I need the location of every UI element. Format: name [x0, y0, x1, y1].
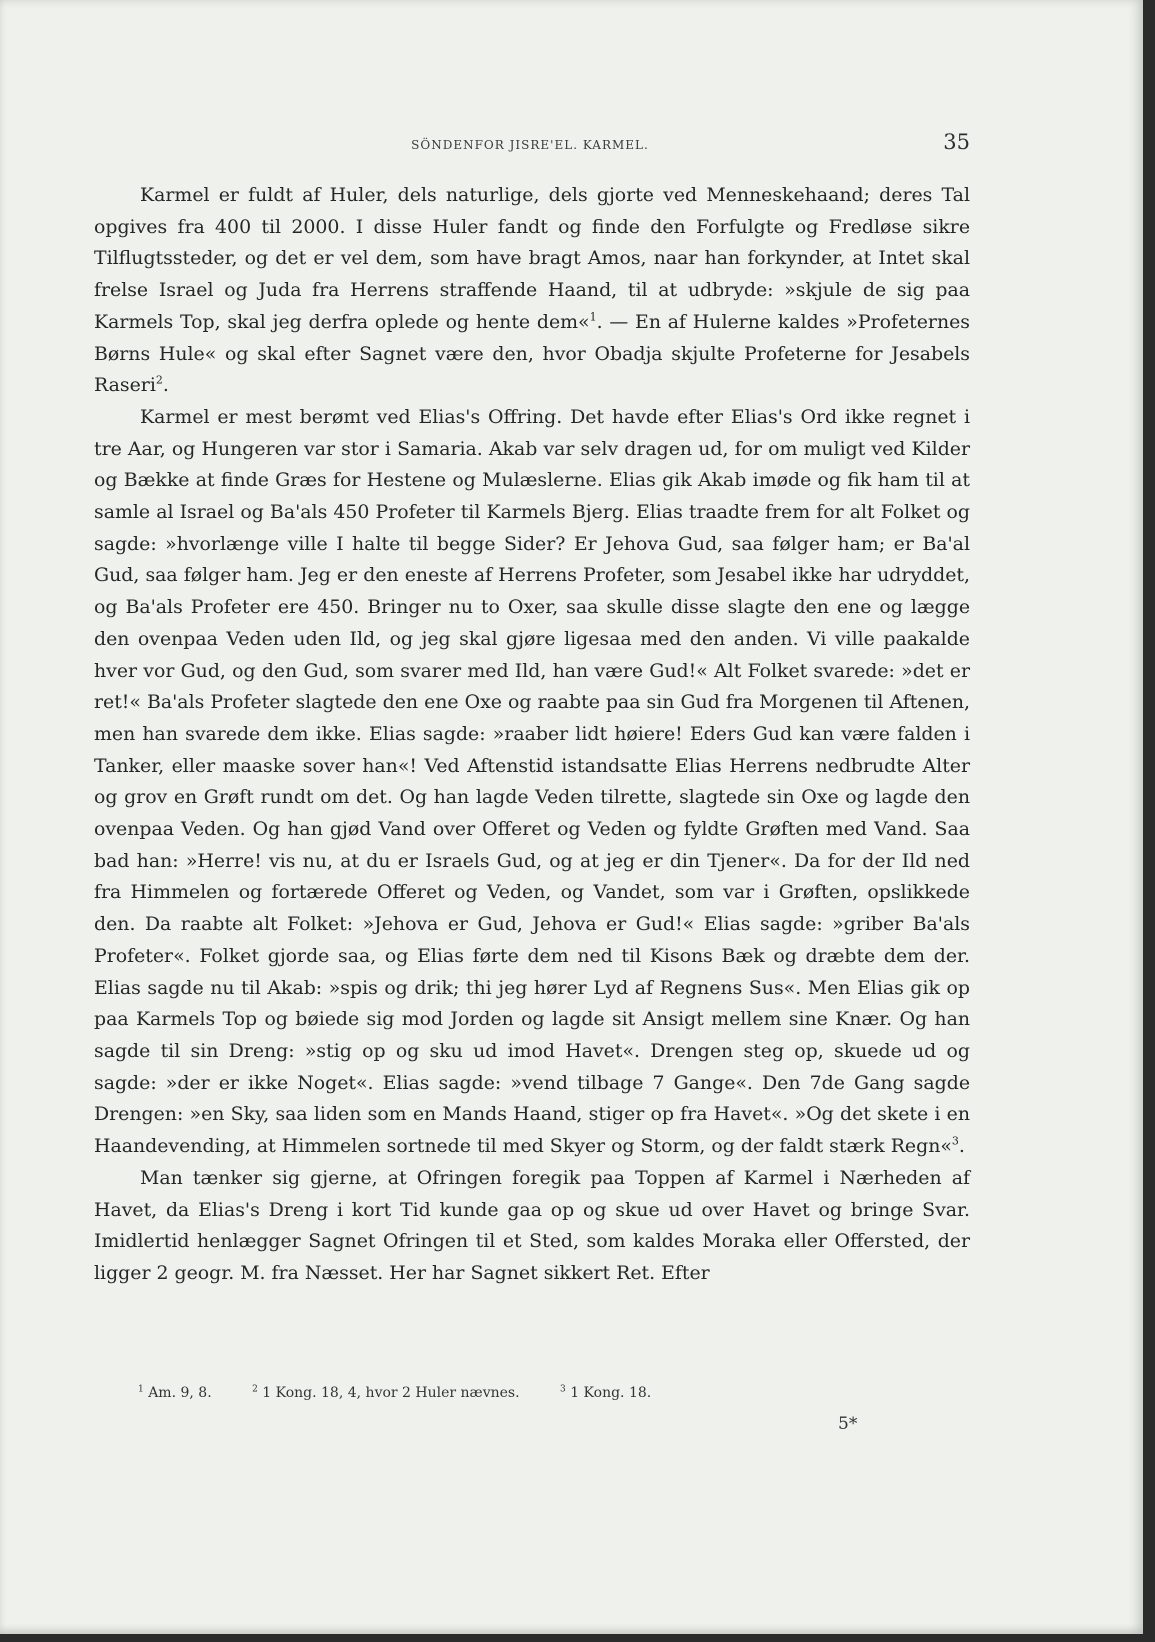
- footnote: [560, 1385, 651, 1401]
- body-text: [94, 180, 970, 1290]
- paragraph-text: . — En af Hulerne kaldes »Profeternes Børns Hule« og skal efter Sagnet være den, hvor Obadja skjulte Profeterne for Jesabels Raseri: [94, 310, 970, 397]
- paragraph: [94, 402, 970, 1163]
- paragraph: [94, 180, 970, 402]
- paragraph-text: .: [958, 1135, 965, 1158]
- paragraph-text: .: [162, 374, 169, 397]
- footnote: [138, 1385, 212, 1401]
- footnote-ref: 1: [589, 310, 597, 324]
- footnote-text: 1 Kong. 18, 4, hvor 2 Huler nævnes.: [262, 1384, 520, 1401]
- paragraph-text: Karmel er fuldt af Huler, dels naturlige, dels gjorte ved Menneskehaand; deres Tal opgives fra 400 til 2000. I disse Huler fandt og finde den Forfulgte og Fredløse sikre Tilflugtssteder, og det er vel dem, som have bragt Amos, naar han forkynder, at Intet skal frelse Israel og Juda fra Herrens straffende Haand, til at udbryde: »skjule de sig paa Karmels Top, skal jeg derfra oplede og hente dem«: [94, 184, 970, 333]
- footnote-mark: 1: [138, 1384, 144, 1394]
- footnote-ref: 2: [155, 373, 163, 387]
- footnote-mark: 2: [252, 1384, 258, 1394]
- signature-mark: 5*: [838, 1414, 858, 1434]
- page-number: 35: [943, 130, 970, 154]
- footnote-text: Am. 9, 8.: [148, 1384, 212, 1401]
- footnotes: [138, 1384, 918, 1401]
- paragraph-text: Karmel er mest berømt ved Elias's Offring. Det havde efter Elias's Ord ikke regnet i tre Aar, og Hungeren var stor i Samaria. Akab var selv dragen ud, for om muligt ved Kilder og Bække at finde Græs for Hestene og Mulæslerne. Elias gik Akab imøde og fik ham til at samle al Israel og Ba'als 450 Profeter til Karmels Bjerg. Elias traadte frem for alt Folket og sagde: »hvorlænge ville I halte til begge Sider? Er Jehova Gud, saa følger ham; er Ba'al Gud, saa følger ham. Jeg er den eneste af Herrens Profeter, som Jesabel ikke har udryddet, og Ba'als Profeter ere 450. Bringer nu to Oxer, saa skulle disse slagte den ene og lægge den ovenpaa Veden uden Ild, og jeg skal gjøre ligesaa med den anden. Vi ville paakalde hver vor Gud, og den Gud, som svarer med Ild, han være Gud!« Alt Folket svarede: »det er ret!« Ba'als Profeter slagtede den ene Oxe og raabte paa sin Gud fra Morgenen til Aftenen, men han svarede dem ikke. Elias sagde: »raaber lidt høiere! Eders Gud kan være falden i Tanker, eller maaske sover han«! Ved Aftenstid istandsatte Elias Herrens nedbrudte Alter og grov en Grøft rundt om det. Og han lagde Veden tilrette, slagtede sin Oxe og lagde den ovenpaa Veden. Og han gjød Vand over Offeret og Veden og fyldte Grøften med Vand. Saa bad han: »Herre! vis nu, at du er Israels Gud, og at jeg er din Tjener«. Da for der Ild ned fra Himmelen og fortærede Offeret og Veden, og Vandet, som var i Grøften, opslikkede den. Da raabte alt Folket: »Jehova er Gud, Jehova er Gud!« Elias sagde: »griber Ba'als Profeter«. Folket gjorde saa, og Elias førte dem ned til Kisons Bæk og dræbte dem der. Elias sagde nu til Akab: »spis og drik; thi jeg hører Lyd af Regnens Sus«. Men Elias gik op paa Karmels Top og bøiede sig mod Jorden og lagde sit Ansigt mellem sine Knær. Og han sagde til sin Dreng: »stig op og sku ud imod Havet«. Drengen steg op, skuede ud og sagde: »der er ikke Noget«. Elias sagde: »vend tilbage 7 Gange«. Den 7de Gang sagde Drengen: »en Sky, saa liden som en Mands Haand, stiger op fra Havet«. »Og det skete i en Haandevending, at Himmelen sortnede til med Skyer og Storm, og der faldt stærk Regn«: [94, 405, 970, 1158]
- footnote: [252, 1385, 519, 1401]
- footnote-mark: 3: [560, 1384, 566, 1394]
- paragraph: [94, 1163, 970, 1290]
- footnote-text: 1 Kong. 18.: [570, 1384, 652, 1401]
- running-head: SÖNDENFOR JISRE'EL. KARMEL.: [411, 138, 649, 152]
- page-header: [90, 130, 970, 170]
- footnote-ref: 3: [951, 1134, 959, 1148]
- paragraph-text: Man tænker sig gjerne, at Ofringen foregik paa Toppen af Karmel i Nærheden af Havet, da Elias's Dreng i kort Tid kunde gaa op og skue ud over Havet og bringe Svar. Imidlertid henlægger Sagnet Ofringen til et Sted, som kaldes Moraka eller Offersted, der ligger 2 geogr. M. fra Næsset. Her har Sagnet sikkert Ret. Efter: [94, 1166, 970, 1284]
